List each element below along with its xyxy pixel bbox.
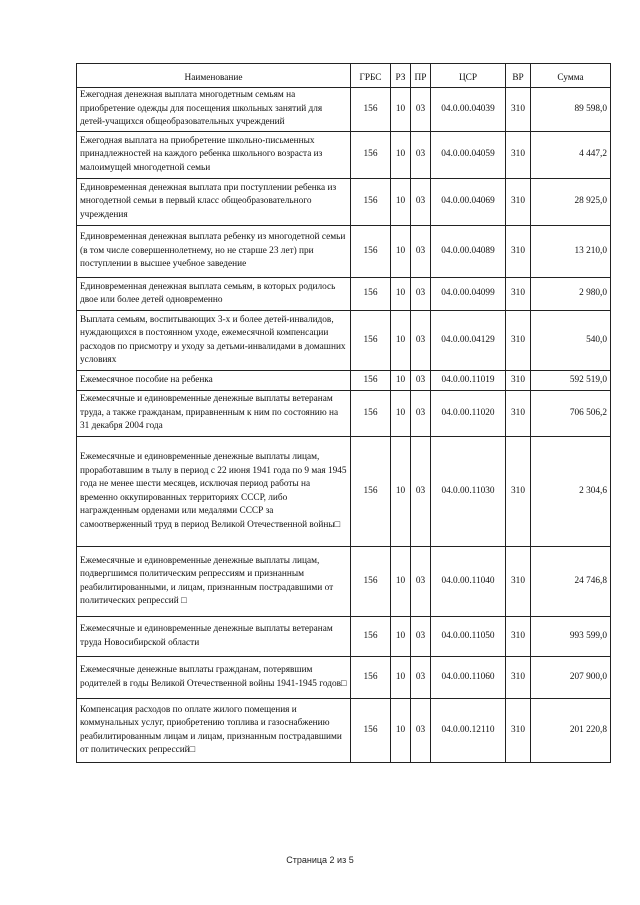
cell-vr: 310 <box>506 547 531 617</box>
cell-sum: 13 210,0 <box>531 226 611 278</box>
cell-pr: 03 <box>411 617 431 657</box>
cell-vr: 310 <box>506 278 531 311</box>
cell-sum: 2 304,6 <box>531 437 611 547</box>
header-sum: Сумма <box>531 64 611 88</box>
cell-rz: 10 <box>391 88 411 132</box>
cell-rz: 10 <box>391 437 411 547</box>
cell-name: Ежегодная выплата на приобретение школьно-письменных принадлежностей на каждого ребенка школьного возраста из малоимущей многодетной семьи <box>77 132 351 179</box>
table-row <box>77 132 611 179</box>
cell-csr: 04.0.00.11020 <box>431 391 506 437</box>
cell-pr: 03 <box>411 699 431 763</box>
cell-vr: 310 <box>506 311 531 371</box>
table-row <box>77 617 611 657</box>
cell-grbs: 156 <box>351 88 391 132</box>
cell-grbs: 156 <box>351 371 391 391</box>
table-row <box>77 547 611 617</box>
table-row <box>77 278 611 311</box>
cell-sum: 28 925,0 <box>531 179 611 226</box>
table-row <box>77 226 611 278</box>
cell-pr: 03 <box>411 657 431 699</box>
cell-vr: 310 <box>506 617 531 657</box>
cell-vr: 310 <box>506 132 531 179</box>
cell-name: Ежемесячные денежные выплаты гражданам, потерявшим родителей в годы Великой Отечественной войны 1941-1945 годов□ <box>77 657 351 699</box>
cell-csr: 04.0.00.11030 <box>431 437 506 547</box>
cell-pr: 03 <box>411 88 431 132</box>
cell-rz: 10 <box>391 278 411 311</box>
cell-name: Единовременная денежная выплата при поступлении ребенка из многодетной семьи в первый класс общеобразовательного учреждения <box>77 179 351 226</box>
cell-grbs: 156 <box>351 657 391 699</box>
cell-grbs: 156 <box>351 132 391 179</box>
cell-pr: 03 <box>411 547 431 617</box>
cell-grbs: 156 <box>351 179 391 226</box>
cell-csr: 04.0.00.11050 <box>431 617 506 657</box>
cell-grbs: 156 <box>351 547 391 617</box>
budget-table <box>76 63 611 763</box>
cell-vr: 310 <box>506 657 531 699</box>
cell-csr: 04.0.00.11040 <box>431 547 506 617</box>
table-row <box>77 88 611 132</box>
cell-grbs: 156 <box>351 699 391 763</box>
cell-csr: 04.0.00.11060 <box>431 657 506 699</box>
table-row <box>77 391 611 437</box>
cell-name: Выплата семьям, воспитывающих 3-х и более детей-инвалидов, нуждающихся в постоянном уходе, ежемесячной компенсации расходов по присмотру и уходу за детьми-инвалидами в домашних условиях <box>77 311 351 371</box>
cell-pr: 03 <box>411 391 431 437</box>
cell-name: Ежемесячные и единовременные денежные выплаты лицам, подвергшимся политическим репрессиям и признанным реабилитированными, и лицам, признанным пострадавшими от политических репрессий □ <box>77 547 351 617</box>
table-row <box>77 699 611 763</box>
page-number: Страница 2 из 5 <box>286 855 354 865</box>
cell-name: Единовременная денежная выплата семьям, в которых родилось двое или более детей одновременно <box>77 278 351 311</box>
header-vr: ВР <box>506 64 531 88</box>
cell-csr: 04.0.00.11019 <box>431 371 506 391</box>
cell-vr: 310 <box>506 226 531 278</box>
cell-csr: 04.0.00.12110 <box>431 699 506 763</box>
cell-sum: 201 220,8 <box>531 699 611 763</box>
table-row <box>77 179 611 226</box>
cell-rz: 10 <box>391 391 411 437</box>
header-rz: РЗ <box>391 64 411 88</box>
cell-sum: 2 980,0 <box>531 278 611 311</box>
cell-pr: 03 <box>411 132 431 179</box>
header-name: Наименование <box>77 64 351 88</box>
cell-rz: 10 <box>391 547 411 617</box>
cell-name: Ежемесячные и единовременные денежные выплаты лицам, проработавшим в тылу в период с 22 июня 1941 года по 9 мая 1945 года не менее шести месяцев, исключая период работы на временно оккупированных территориях СССР, либо награжденным орденами или медалями СССР за самоотверженный труд в период Великой Отечественной войны□ <box>77 437 351 547</box>
cell-vr: 310 <box>506 391 531 437</box>
cell-csr: 04.0.00.04089 <box>431 226 506 278</box>
table-body <box>77 64 611 763</box>
cell-rz: 10 <box>391 179 411 226</box>
cell-sum: 706 506,2 <box>531 391 611 437</box>
table-header-row <box>77 64 611 88</box>
cell-pr: 03 <box>411 226 431 278</box>
cell-rz: 10 <box>391 617 411 657</box>
cell-sum: 592 519,0 <box>531 371 611 391</box>
cell-sum: 4 447,2 <box>531 132 611 179</box>
cell-rz: 10 <box>391 226 411 278</box>
table-row <box>77 311 611 371</box>
header-grbs: ГРБС <box>351 64 391 88</box>
cell-grbs: 156 <box>351 391 391 437</box>
cell-rz: 10 <box>391 371 411 391</box>
cell-name: Единовременная денежная выплата ребенку из многодетной семьи (в том числе совершеннолетнему, но не старше 23 лет) при поступлении в высшее учебное заведение <box>77 226 351 278</box>
cell-vr: 310 <box>506 88 531 132</box>
cell-vr: 310 <box>506 437 531 547</box>
cell-rz: 10 <box>391 311 411 371</box>
cell-vr: 310 <box>506 699 531 763</box>
cell-pr: 03 <box>411 371 431 391</box>
cell-name: Ежемесячные и единовременные денежные выплаты ветеранам труда, а также гражданам, приравненным к ним по состоянию на 31 декабря 2004 года <box>77 391 351 437</box>
cell-name: Ежемесячные и единовременные денежные выплаты ветеранам труда Новосибирской области <box>77 617 351 657</box>
cell-sum: 993 599,0 <box>531 617 611 657</box>
cell-csr: 04.0.00.04099 <box>431 278 506 311</box>
header-csr: ЦСР <box>431 64 506 88</box>
cell-pr: 03 <box>411 179 431 226</box>
cell-grbs: 156 <box>351 437 391 547</box>
cell-pr: 03 <box>411 278 431 311</box>
cell-grbs: 156 <box>351 226 391 278</box>
cell-name: Ежегодная денежная выплата многодетным семьям на приобретение одежды для посещения школьных занятий для детей-учащихся общеобразовательных учреждений <box>77 88 351 132</box>
cell-csr: 04.0.00.04039 <box>431 88 506 132</box>
cell-name: Ежемесячное пособие на ребенка <box>77 371 351 391</box>
cell-grbs: 156 <box>351 278 391 311</box>
table-row <box>77 437 611 547</box>
cell-grbs: 156 <box>351 617 391 657</box>
cell-csr: 04.0.00.04069 <box>431 179 506 226</box>
cell-csr: 04.0.00.04129 <box>431 311 506 371</box>
cell-grbs: 156 <box>351 311 391 371</box>
table-row <box>77 657 611 699</box>
cell-sum: 24 746,8 <box>531 547 611 617</box>
cell-sum: 540,0 <box>531 311 611 371</box>
cell-rz: 10 <box>391 132 411 179</box>
cell-pr: 03 <box>411 437 431 547</box>
cell-csr: 04.0.00.04059 <box>431 132 506 179</box>
cell-name: Компенсация расходов по оплате жилого помещения и коммунальных услуг, приобретению топлива и газоснабжению реабилитированным лицам и лицам, признанным пострадавшими от политических репрессий□ <box>77 699 351 763</box>
table-row <box>77 371 611 391</box>
cell-vr: 310 <box>506 371 531 391</box>
cell-sum: 207 900,0 <box>531 657 611 699</box>
cell-sum: 89 598,0 <box>531 88 611 132</box>
cell-rz: 10 <box>391 657 411 699</box>
cell-vr: 310 <box>506 179 531 226</box>
cell-rz: 10 <box>391 699 411 763</box>
header-pr: ПР <box>411 64 431 88</box>
cell-pr: 03 <box>411 311 431 371</box>
